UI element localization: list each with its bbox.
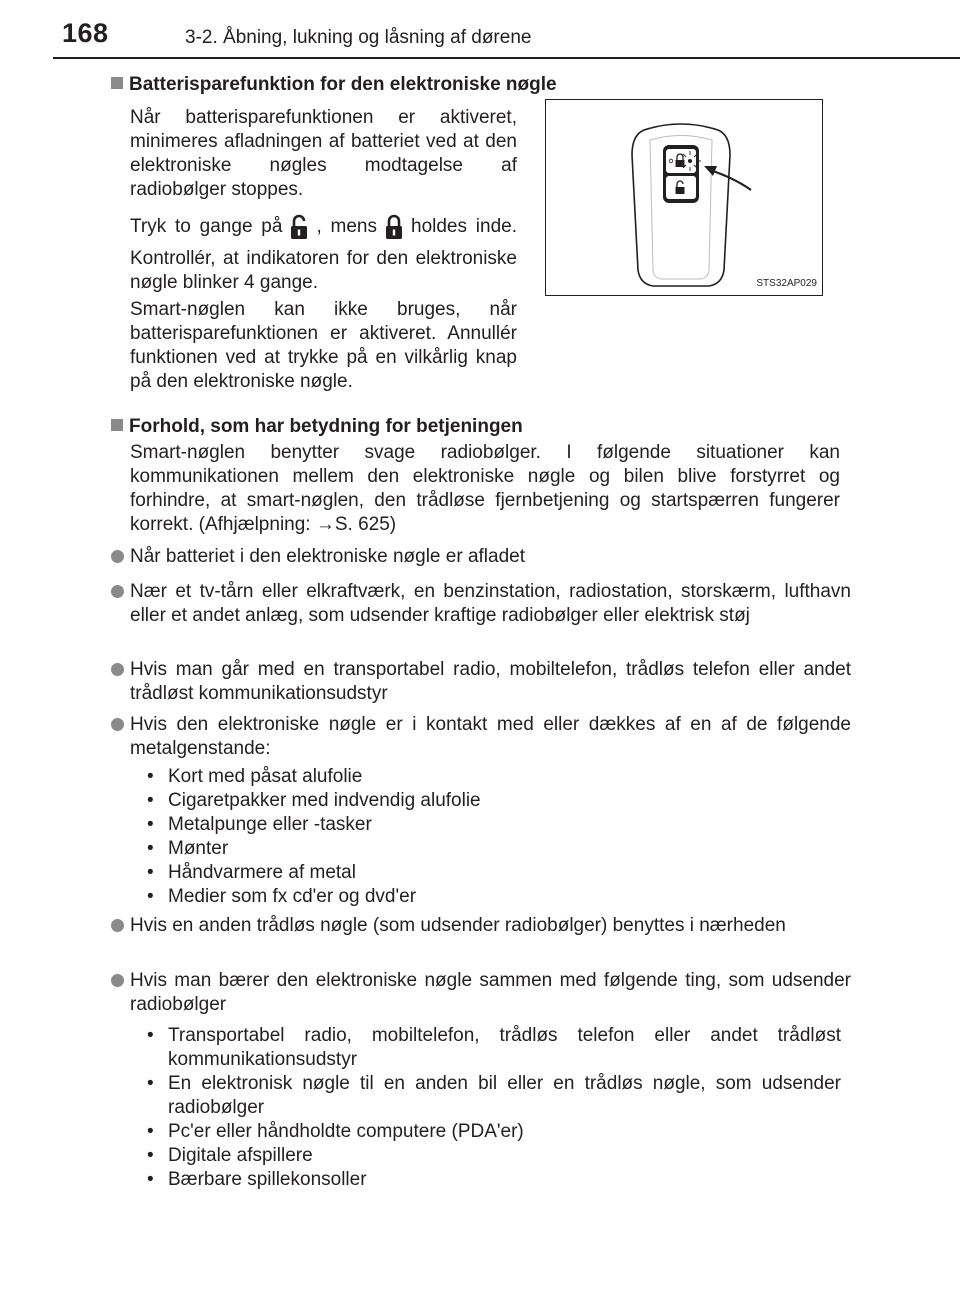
header-divider [53,57,960,59]
battery-saver-paragraph-3: Smart-nøglen kan ikke bruges, når batterisparefunktionen er aktiveret. Annullér funktionen ved at trykke på en vilkårlig knap på den elektroniske nøgle. [130,299,517,392]
condition-item: Når batteriet i den elektroniske nøgle er afladet [111,545,851,569]
list-item: • Bærbare spillekonsoller [147,1168,841,1192]
condition-item: Hvis en anden trådløs nøgle (som udsender radiobølger) benyttes i nærheden [111,914,851,938]
list-item: • Metalpunge eller -tasker [147,813,547,837]
bullet-dot-icon [111,585,124,598]
list-item: • Transportabel radio, mobiltelefon, trådløs telefon eller andet trådløst kommunikationsudstyr [147,1024,841,1072]
condition-item: Hvis den elektroniske nøgle er i kontakt med eller dækkes af en af de følgende metalgenstande: [111,713,851,761]
list-item: • Medier som fx cd'er og dvd'er [147,885,547,909]
radio-items-list [147,1024,841,1192]
list-item: • Pc'er eller håndholdte computere (PDA'er) [147,1120,841,1144]
bullet-dot-icon [111,663,124,676]
square-bullet-icon [111,77,123,89]
list-item: • Digitale afspillere [147,1144,841,1168]
battery-saver-heading: Batterisparefunktion for den elektroniske nøgle [111,74,557,96]
arrow-right-icon: → [315,514,335,535]
smart-key-figure [545,99,823,296]
page-number: 168 [62,18,109,48]
bullet-dot-icon [111,550,124,563]
page-reference-link[interactable]: S. 625) [334,514,397,535]
condition-item: Hvis man bærer den elektroniske nøgle sammen med følgende ting, som udsender radiobølger [111,969,851,1017]
list-item: • Cigaretpakker med indvendig alufolie [147,789,547,813]
list-item: • Mønter [147,837,547,861]
conditions-intro: Smart-nøglen benytter svage radiobølger. I følgende situationer kan kommunikationen mellem den elektroniske nøgle og bilen blive forstyrret og forhindre, at smart-nøglen, den trådløse fjernbetjening og startspærren fungerer korrekt. (Afhjælpning: →S. 625) [130,442,840,535]
conditions-heading: Forhold, som har betydning for betjeningen [111,416,523,438]
bullet-dot-icon [111,718,124,731]
bullet-dot-icon [111,919,124,932]
section-title: 3-2. Åbning, lukning og låsning af dørene [185,27,532,48]
condition-item: Nær et tv-tårn eller elkraftværk, en benzinstation, radiostation, storskærm, lufthavn eller et andet anlæg, som udsender kraftige radiobølger eller elektrisk støj [111,580,851,628]
condition-item: Hvis man går med en transportabel radio, mobiltelefon, trådløs telefon eller andet trådløst kommunikationsudstyr [111,658,851,706]
list-item: • En elektronisk nøgle til en anden bil eller en trådløs nøgle, som udsender radiobølger [147,1072,841,1120]
bullet-dot-icon [111,974,124,987]
unlock-icon [290,214,308,247]
lock-icon [385,214,403,247]
smart-key-illustration [546,100,821,294]
list-item: • Kort med påsat alufolie [147,765,547,789]
figure-code: STS32AP029 [756,278,817,289]
battery-saver-paragraph-1: Når batterisparefunktionen er aktiveret, minimeres afladningen af batteriet ved at den elektroniske nøgles modtagelse af radiobølger stoppes. [130,107,517,200]
list-item: • Håndvarmere af metal [147,861,547,885]
battery-saver-paragraph-2: Tryk to gange på , mens holdes inde. Kontrollér, at indikatoren for den elektroniske nøgle blinker 4 gange. [130,216,517,293]
square-bullet-icon [111,419,123,431]
metal-items-list [147,765,547,909]
